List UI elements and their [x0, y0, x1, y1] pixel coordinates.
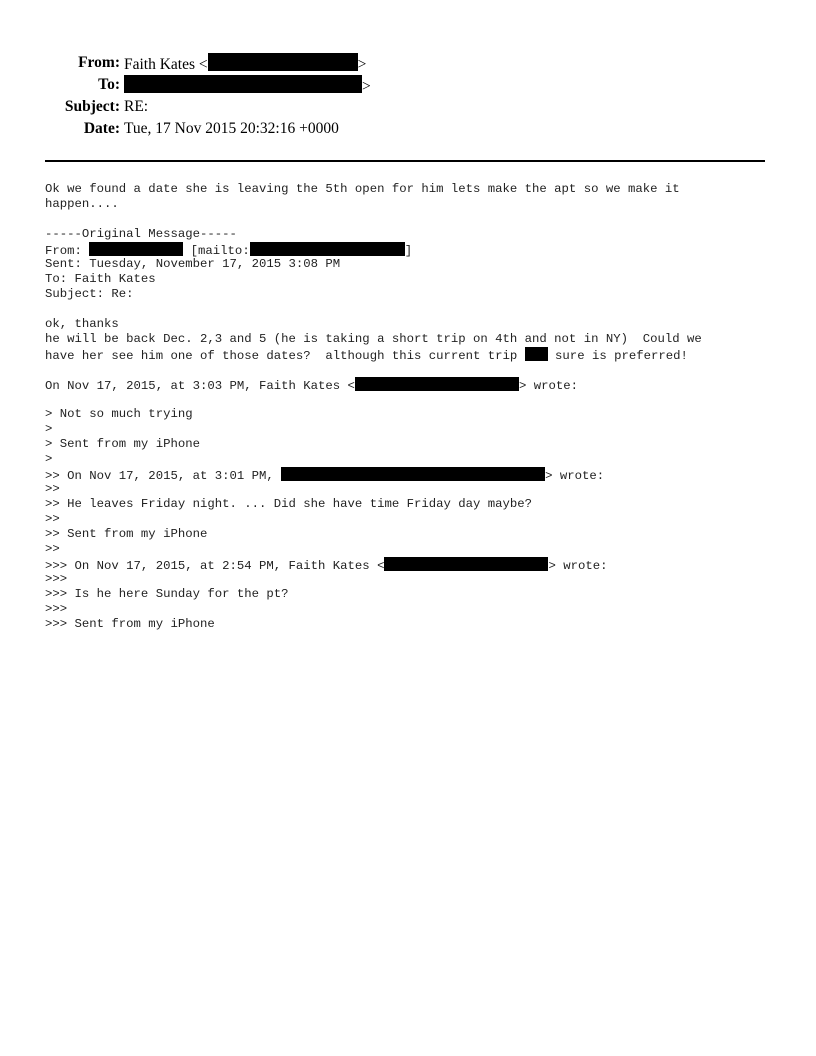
quoted-line: >>: [45, 482, 60, 496]
blank-line: [45, 392, 785, 407]
quoted-line: > Sent from my iPhone: [45, 437, 200, 451]
redaction-block: [355, 377, 519, 391]
body-line: [45, 347, 785, 362]
body-line: happen....: [45, 197, 119, 211]
subject-label: Subject:: [64, 98, 120, 115]
redaction-block: [250, 242, 405, 256]
original-to-line: To: Faith Kates: [45, 272, 156, 286]
header-divider: [45, 160, 765, 162]
quoted-line: >>>: [45, 602, 68, 616]
mailto-prefix: [mailto:: [183, 244, 250, 258]
quoted-line: >: [45, 452, 53, 466]
quoted-line: > Not so much trying: [45, 407, 193, 421]
redaction-block: [525, 347, 548, 361]
body-line: ok, thanks: [45, 317, 119, 331]
wrote-line: [45, 377, 785, 392]
quoted-line: >>: [45, 512, 60, 526]
redaction-block: [208, 53, 358, 71]
redaction-block: [89, 242, 183, 256]
wrote-suffix: > wrote:: [545, 469, 605, 483]
original-subject-line: Subject: Re:: [45, 287, 134, 301]
from-label: From:: [78, 54, 120, 71]
body-text: sure is preferred!: [547, 349, 688, 363]
quoted-wrote-line: [45, 467, 785, 482]
to-label: To:: [98, 76, 120, 93]
from-close: >: [357, 56, 367, 73]
original-from-line: [45, 242, 785, 257]
original-message-separator: -----Original Message-----: [45, 227, 237, 241]
original-sent-line: Sent: Tuesday, November 17, 2015 3:08 PM: [45, 257, 341, 271]
wrote-suffix: > wrote:: [518, 379, 578, 393]
redaction-block: [281, 467, 545, 481]
blank-line: [45, 362, 785, 377]
to-close: >: [362, 78, 371, 95]
date-value: Tue, 17 Nov 2015 20:32:16 +0000: [124, 120, 339, 137]
quoted-line: >> Sent from my iPhone: [45, 527, 208, 541]
email-body: [45, 182, 785, 632]
wrote-prefix: On Nov 17, 2015, at 3:03 PM, Faith Kates <: [45, 379, 355, 393]
quoted-line: >>: [45, 542, 60, 556]
body-text: have her see him one of those dates? although this current trip: [45, 349, 525, 363]
original-from-label: From:: [45, 244, 90, 258]
from-name: Faith Kates <: [124, 56, 208, 73]
wrote-suffix: > wrote:: [548, 559, 608, 573]
quoted-line: >>>: [45, 572, 68, 586]
redaction-block: [384, 557, 548, 571]
wrote-prefix: >>> On Nov 17, 2015, at 2:54 PM, Faith Kates <: [45, 559, 385, 573]
quoted-line: >: [45, 422, 53, 436]
quoted-wrote-line: [45, 557, 785, 572]
quoted-line: >>> Sent from my iPhone: [45, 617, 215, 631]
quoted-line: >>> Is he here Sunday for the pt?: [45, 587, 289, 601]
blank-line: [45, 302, 785, 317]
date-label: Date:: [83, 120, 120, 137]
blank-line: [45, 212, 785, 227]
body-line: he will be back Dec. 2,3 and 5 (he is taking a short trip on 4th and not in NY) Could we: [45, 332, 702, 346]
subject-value: RE:: [124, 98, 149, 115]
mailto-close: ]: [404, 244, 413, 258]
quoted-line: >> He leaves Friday night. ... Did she have time Friday day maybe?: [45, 497, 533, 511]
redaction-block: [124, 75, 362, 93]
wrote-prefix: >> On Nov 17, 2015, at 3:01 PM,: [45, 469, 282, 483]
body-line: Ok we found a date she is leaving the 5th open for him lets make the apt so we make it: [45, 182, 680, 196]
